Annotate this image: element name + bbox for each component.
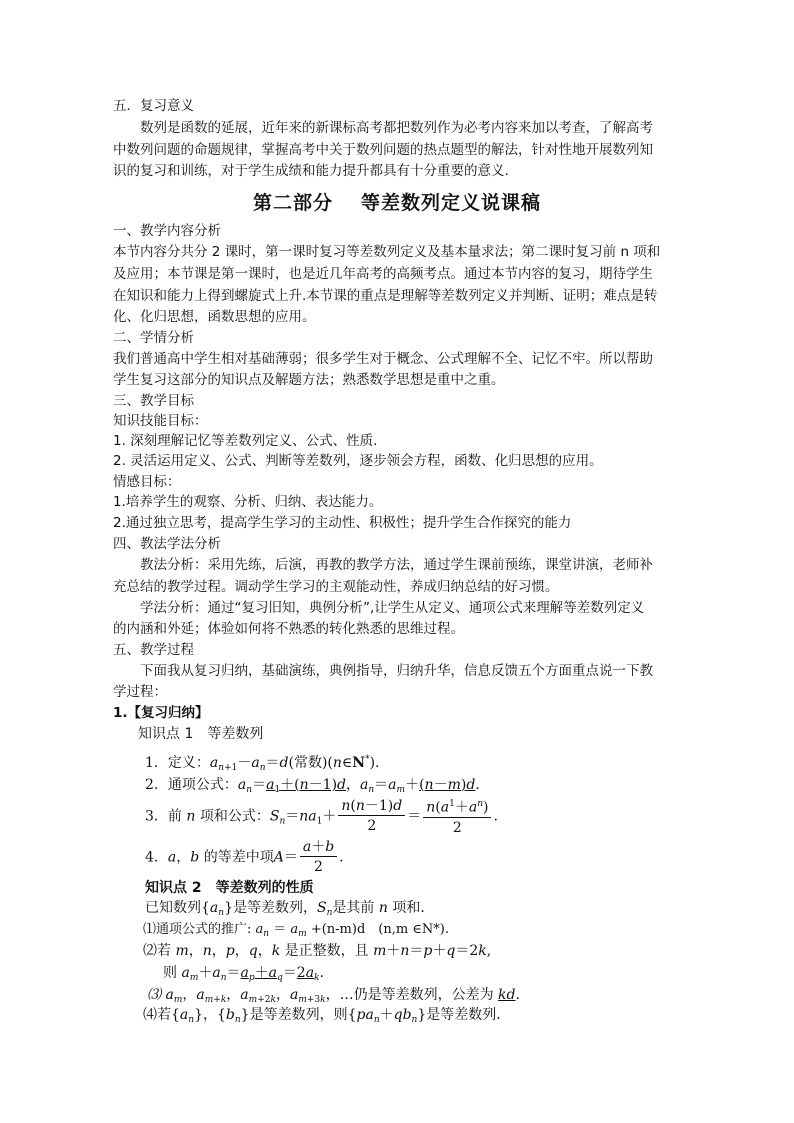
subheading: 情感目标：	[113, 474, 181, 490]
list-item: 2. 灵活运用定义、公式、判断等差数列，逐步领会方程，函数、化归思想的应用。	[113, 453, 603, 469]
paragraph-line: 教法分析：采用先练，后演，再教的教学方法，通过学生课前预练，课堂讲演，老师补	[140, 557, 653, 573]
part-title	[0, 188, 794, 215]
paragraph-line: 识的复习和训练，对于学生成绩和能力提升都具有十分重要的意义.	[113, 163, 509, 179]
formula-definition: 1．定义：$a_{n+1}-a_n=d$(常数)(n∈N*).	[145, 754, 380, 773]
formula-label: 2．通项公式：	[145, 777, 238, 793]
property-2: ⑵若 m，n，p，q，k 是正整数，且 m＋n＝p＋q＝2k,	[143, 943, 492, 959]
section-heading: 一、教学内容分析	[113, 223, 221, 239]
paragraph-line: 及应用；本节课是第一课时，也是近几年高考的高频考点。通过本节内容的复习，期待学生	[113, 266, 653, 282]
formula-sum: 3．前 n 项和公式：$S_n=na_1+$ $\frac{n(n-1)d}{2}$ ＝ $\frac{n(a^1+a^n)}{2}$ .	[145, 795, 498, 838]
paragraph-line: 数列是函数的延展，近年来的新课标高考都把数列作为必考内容来加以考查，了解高考	[140, 120, 653, 136]
paragraph-line: 的内涵和外延；体验如何将不熟悉的转化熟悉的思维过程。	[113, 621, 464, 637]
section-heading-review-significance: 五．复习意义	[113, 98, 194, 114]
property-4: ⑷若$\{a_n\}$，$\{b_n\}$是等差数列，则$\{pa_n+qb_n\}$是等差数列．	[143, 1007, 511, 1025]
paragraph-line: 在知识和能力上得到螺旋式上升.本节课的重点是理解等差数列定义并判断、证明；难点是转	[113, 288, 658, 304]
property-intro: 已知数列$\{a_n\}$是等差数列，$S_n$是其前 n 项和．	[145, 900, 435, 918]
knowledge-point-heading: 知识点 1 等差数列	[138, 726, 264, 742]
list-item: 1.培养学生的观察、分析、归纳、表达能力。	[113, 494, 383, 510]
section-heading: 三、教学目标	[113, 393, 194, 409]
review-heading: 1.【复习归纳】	[113, 705, 209, 721]
formula-label: 3．前	[145, 808, 182, 825]
part-title-text: 等差数列定义说课稿	[361, 192, 542, 214]
knowledge-point-heading: 知识点 2 等差数列的性质	[145, 880, 314, 896]
section-heading: 五、教学过程	[113, 642, 194, 658]
section-heading: 四、教法学法分析	[113, 536, 221, 552]
part-title-number: 第二部分	[252, 192, 333, 214]
formula-label: 4．	[145, 849, 168, 866]
property-3: ⑶ $a_m$，$a_{m+k}$，$a_{m+2k}$，$a_{m+3k}$，…仍是等差数列，公差为 kd.	[147, 987, 520, 1005]
property-2-then: 则 $a_m+a_n=a_p+a_q=2a_k$.	[163, 965, 324, 983]
list-item: 1. 深刻理解记忆等差数列定义、公式、性质.	[113, 433, 378, 449]
paragraph-line: 学过程：	[113, 684, 167, 700]
paragraph-line: 充总结的教学过程。调动学生学习的主观能动性，养成归纳总结的好习惯。	[113, 579, 559, 595]
paragraph-line: 下面我从复习归纳，基础演练，典例指导，归纳升华，信息反馈五个方面重点说一下教	[140, 663, 653, 679]
paragraph-line: 本节内容分共分 2 课时，第一课时复习等差数列定义及基本量求法；第二课时复习前 n 项和	[113, 244, 661, 260]
paragraph-line: 我们普通高中学生相对基础薄弱；很多学生对于概念、公式理解不全、记忆不牢。所以帮助	[113, 351, 653, 367]
paragraph-line: 中数列问题的命题规律，掌握高考中关于数列问题的热点题型的解法，针对性地开展数列知	[113, 142, 653, 158]
paragraph-line: 学生复习这部分的知识点及解题方法；熟悉数学思想是重中之重。	[113, 372, 505, 388]
formula-label: 1．定义：	[145, 755, 210, 771]
subheading: 知识技能目标：	[113, 413, 208, 429]
section-heading: 二、学情分析	[113, 330, 194, 346]
paragraph-line: 学法分析：通过“复习旧知，典例分析”,让学生从定义、通项公式来理解等差数列定义	[140, 600, 645, 616]
list-item: 2.通过独立思考，提高学生学习的主动性、积极性；提升学生合作探究的能力	[113, 515, 572, 531]
property-1: ⑴通项公式的推广: $a_n = a_m +(n-m)d$ (n,m ∈N*).	[143, 922, 450, 939]
paragraph-line: 化、化归思想，函数思想的应用。	[113, 309, 316, 325]
formula-arithmetic-mean: 4．a，b 的等差中项A＝ $\frac{a+b}{2}$ .	[145, 839, 344, 875]
formula-general-term: 2．通项公式：$a_n=a_1+(n-1)d$，$a_n=a_m+(n-m)d$.	[145, 777, 480, 795]
